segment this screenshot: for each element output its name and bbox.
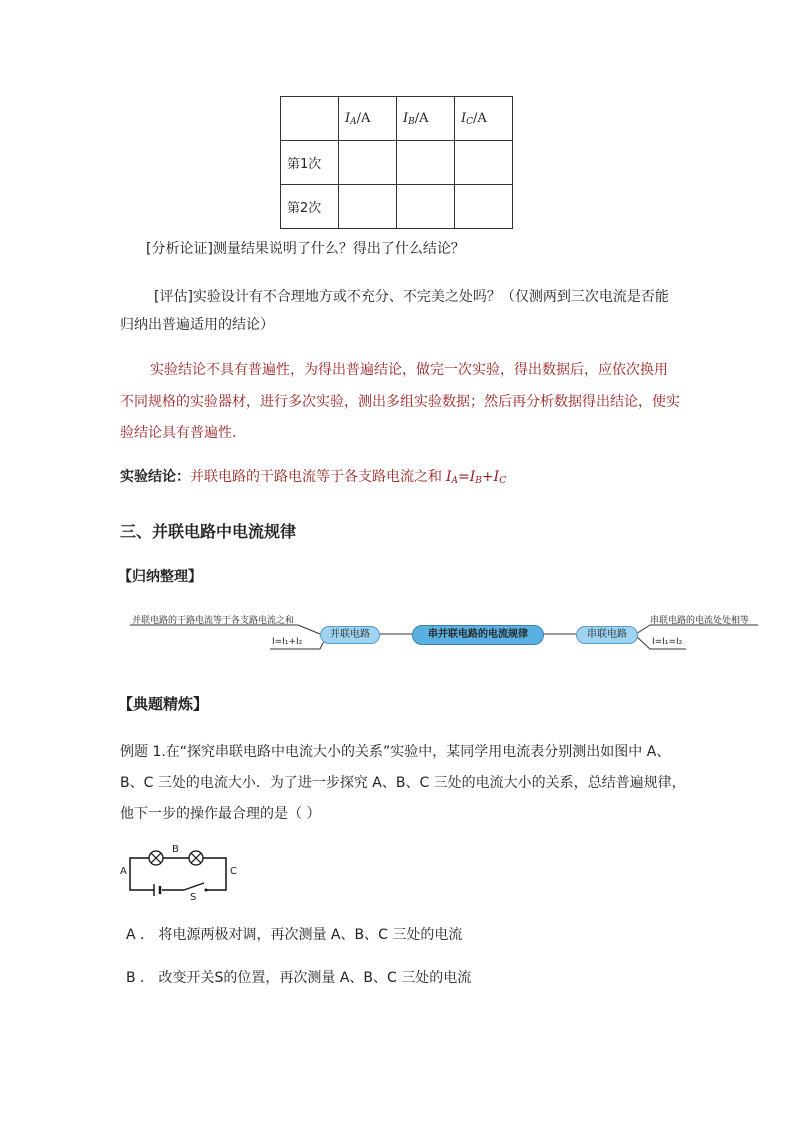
conclusion-text: 并联电路的干路电流等于各支路电流之和: [190, 469, 442, 485]
mind-map-right-desc: 串联电路的电流处处相等: [650, 616, 750, 626]
question-line-3: 他下一步的操作最合理的是（ ）: [120, 806, 321, 822]
evaluation-line-1: [评估]实验设计有不合理地方或不充分、不完美之处吗？（仅测两到三次电流是否能: [154, 289, 669, 305]
mind-map-left-formula: I=I₁+I₂: [272, 637, 303, 647]
mind-map-right-formula: I=I₁=I₂: [652, 637, 683, 647]
circuit-label-a: A: [120, 866, 127, 877]
table-row: [281, 185, 513, 229]
answer-line-2: 不同规格的实验器材，进行多次实验，测出多组实验数据；然后再分析数据得出结论，使实: [120, 394, 680, 410]
table-cell: [339, 141, 397, 185]
table-cell: [397, 141, 455, 185]
circuit-label-c: C: [230, 866, 237, 877]
table-cell: [339, 185, 397, 229]
measurement-table: [280, 96, 513, 229]
conclusion-label: 实验结论：: [120, 469, 190, 485]
circuit-diagram: [118, 842, 238, 906]
circuit-label-b: B: [172, 844, 179, 855]
option-b[interactable]: B ． 改变开关S的位置，再次测量 A、B、C 三处的电流: [126, 970, 472, 986]
header-ia: $I_A/A$: [339, 97, 397, 141]
option-a[interactable]: A ． 将电源两极对调，再次测量 A、B、C 三处的电流: [126, 927, 463, 943]
circuit-label-s: S: [190, 892, 197, 903]
section-heading: 三、并联电路中电流规律: [120, 522, 297, 541]
answer-line-3: 验结论具有普遍性．: [120, 425, 246, 441]
mind-map-left-desc: 并联电路的干路电流等于各支路电流之和: [132, 616, 295, 626]
header-ic: $I_C/A$: [455, 97, 513, 141]
table-corner-cell: [281, 97, 339, 141]
conclusion-formula: $I_A=I_B+I_C$: [446, 469, 507, 486]
mind-map-node-parallel: 并联电路: [320, 626, 380, 644]
table-header-row: [281, 97, 513, 141]
analysis-prompt: [分析论证]测量结果说明了什么？得出了什么结论？: [146, 241, 465, 257]
question-line-1: 例题 1.在“探究串联电路中电流大小的关系”实验中，某同学用电流表分别测出如图中 A、: [120, 744, 671, 760]
experiment-conclusion: [120, 467, 506, 491]
table-cell: [455, 185, 513, 229]
table-row: [281, 141, 513, 185]
summary-heading: 【归纳整理】: [118, 569, 202, 585]
table-cell: [397, 185, 455, 229]
mind-map-node-series: 串联电路: [576, 626, 638, 644]
evaluation-line-2: 归纳出普遍适用的结论）: [120, 317, 274, 333]
mind-map: [120, 605, 760, 655]
question-line-2: B、C 三处的电流大小．为了进一步探究 A、B、C 三处的电流大小的关系，总结普遍规律，: [120, 775, 686, 791]
mind-map-center-node: 串并联电路的电流规律: [412, 625, 544, 645]
header-ib: $I_B/A$: [397, 97, 455, 141]
row-label: 第2次: [281, 185, 339, 229]
table-cell: [455, 141, 513, 185]
answer-line-1: 实验结论不具有普遍性，为得出普遍结论，做完一次实验，得出数据后，应依次换用: [150, 362, 668, 378]
practice-heading: 【典题精炼】: [118, 695, 209, 713]
row-label: 第1次: [281, 141, 339, 185]
